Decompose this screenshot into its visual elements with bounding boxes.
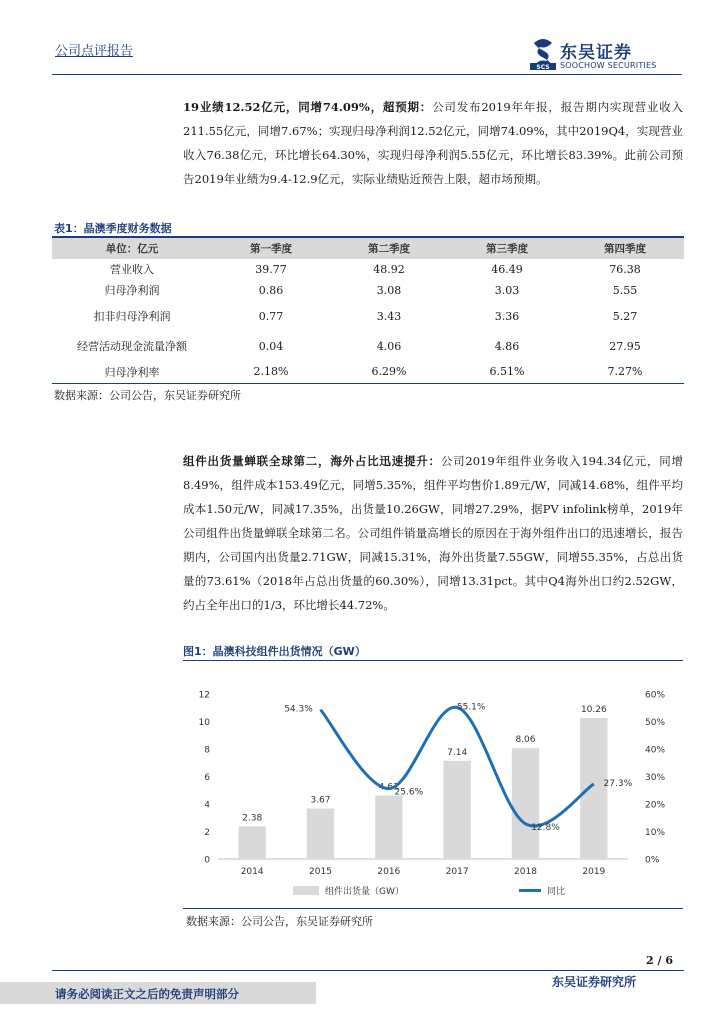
table-header-cell: 第四季度 bbox=[566, 237, 684, 259]
bar-shipment bbox=[307, 809, 334, 859]
figure-bottom-divider bbox=[183, 908, 683, 909]
y-right-tick-label: 50% bbox=[645, 718, 666, 728]
row-label: 经营活动现金流量净额 bbox=[77, 340, 187, 353]
y-right-tick-label: 60% bbox=[645, 690, 666, 701]
table-cell: 7.27% bbox=[566, 361, 684, 383]
table-header-cell: 第二季度 bbox=[330, 237, 448, 259]
line-data-label: 27.3% bbox=[603, 778, 633, 789]
bar-shipment bbox=[239, 826, 266, 859]
x-tick-label: 2016 bbox=[377, 867, 401, 877]
bar-shipment bbox=[444, 761, 471, 859]
paragraph-earnings bbox=[183, 95, 683, 191]
figure-title: 图1：晶澳科技组件出货情况（GW） bbox=[183, 645, 366, 658]
y-left-tick-label: 0 bbox=[204, 855, 210, 866]
y-left-tick-label: 8 bbox=[204, 745, 210, 756]
legend-bar-swatch bbox=[293, 886, 319, 895]
table-title: 表1：晶澳季度财务数据 bbox=[54, 222, 172, 235]
x-tick-label: 2014 bbox=[240, 867, 264, 877]
figure-divider bbox=[183, 660, 683, 661]
line-data-label: 25.6% bbox=[394, 787, 424, 798]
table-cell: 2.18% bbox=[212, 361, 330, 383]
table-cell: 0.86 bbox=[258, 283, 284, 297]
logo-chinese: 东吴证券 bbox=[560, 43, 632, 63]
paragraph-shipments-lead: 组件出货量蝉联全球第二，海外占比迅速提升： bbox=[183, 454, 441, 468]
table-row bbox=[52, 259, 684, 279]
table-cell: 48.92 bbox=[373, 262, 405, 276]
paragraph-shipments-body: 公司2019年组件业务收入194.34亿元，同增8.49%，组件成本153.49亿元，同增5.35%，组件平均售价1.89元/W，同减14.68%，组件平均成本1.50元/W，同减17.35%，出货量10.26GW，同增27.29%，据PV infolink榜单，2019年公司组件出货量蝉联全球第二名。公司组件销量高增长的原因在于海外组件出口的迅速增长，报告期内，公司国内出货量2.71GW，同减15.31%，海外出货量7.55GW，同增55.35%，占总出货量的73.61%（2018年占总出货量的60.30%），同增13.31pct。其中Q4海外出口约2.52GW，约占全年出口的1/3，环比增长44.72%。 bbox=[183, 454, 683, 612]
y-left-tick-label: 12 bbox=[198, 690, 210, 701]
legend-line-label: 同比 bbox=[547, 887, 566, 897]
quarterly-financial-table bbox=[52, 236, 684, 384]
table-row bbox=[52, 361, 684, 383]
paragraph-earnings-lead: 19业绩12.52亿元，同增74.09%，超预期： bbox=[183, 100, 433, 114]
table-cell: 4.86 bbox=[494, 339, 520, 353]
table-cell: 5.55 bbox=[612, 283, 638, 297]
paragraph-earnings-body: 公司发布2019年年报，报告期内实现营业收入211.55亿元，同增7.67%；实现归母净利润12.52亿元，同增74.09%，其中2019Q4，实现营业收入76.38亿元，环比增长64.30%，实现归母净利润5.55亿元，环比增长83.39%。此前公司预告2019年业绩为9.4-12.9亿元，实际业绩贴近预告上限，超市场预期。 bbox=[183, 100, 683, 186]
header-divider bbox=[52, 74, 682, 75]
table-header-cell: 单位：亿元 bbox=[52, 237, 212, 259]
table-source: 数据来源：公司公告，东吴证券研究所 bbox=[54, 389, 241, 402]
table-row bbox=[52, 301, 684, 331]
footer-disclaimer: 请务必阅读正文之后的免责声明部分 bbox=[55, 987, 239, 1001]
x-tick-label: 2018 bbox=[514, 867, 537, 877]
y-left-tick-label: 2 bbox=[204, 828, 210, 838]
line-data-label: 55.1% bbox=[456, 702, 486, 713]
legend-bar-label: 组件出货量（GW） bbox=[325, 887, 404, 897]
footer-institute: 东吴证券研究所 bbox=[552, 975, 637, 989]
table-cell: 3.08 bbox=[376, 283, 402, 297]
table-header-cell: 第三季度 bbox=[448, 237, 566, 259]
table-cell: 0.77 bbox=[258, 309, 284, 323]
row-label: 归母净利率 bbox=[52, 361, 212, 383]
row-label: 营业收入 bbox=[110, 263, 154, 276]
y-right-tick-label: 20% bbox=[645, 800, 666, 811]
figure-source: 数据来源：公司公告，东吴证券研究所 bbox=[186, 915, 373, 928]
table-cell: 3.03 bbox=[494, 283, 520, 297]
bar-data-label: 4.61 bbox=[378, 782, 399, 793]
logo-mark-text: SCS bbox=[536, 64, 550, 71]
table-cell: 5.27 bbox=[612, 309, 638, 323]
table-cell: 39.77 bbox=[255, 262, 287, 276]
soochow-logo bbox=[528, 37, 678, 75]
line-data-label: 54.3% bbox=[284, 704, 313, 715]
report-type-title: 公司点评报告 bbox=[55, 44, 134, 59]
x-tick-label: 2017 bbox=[445, 867, 469, 877]
table-cell: 3.43 bbox=[376, 309, 402, 323]
logo-english: SOOCHOW SECURITIES bbox=[560, 61, 657, 70]
x-tick-label: 2019 bbox=[582, 867, 606, 877]
table-cell: 46.49 bbox=[491, 262, 523, 276]
row-label: 归母净利润 bbox=[104, 284, 160, 297]
table-cell: 76.38 bbox=[609, 262, 641, 276]
footer-divider bbox=[52, 970, 684, 971]
shipment-chart bbox=[183, 680, 683, 910]
table-header-cell: 第一季度 bbox=[212, 237, 330, 259]
bar-data-label: 7.14 bbox=[447, 747, 468, 758]
page-number: 2 / 6 bbox=[646, 954, 673, 967]
bar-data-label: 10.26 bbox=[580, 704, 607, 715]
table-row bbox=[52, 331, 684, 361]
table-header-row bbox=[52, 237, 684, 259]
table-row bbox=[52, 279, 684, 301]
y-right-tick-label: 40% bbox=[645, 745, 666, 756]
bar-data-label: 8.06 bbox=[515, 735, 536, 746]
table-cell: 4.06 bbox=[376, 339, 402, 353]
bar-shipment bbox=[512, 748, 539, 859]
paragraph-shipments bbox=[183, 449, 683, 617]
y-right-tick-label: 30% bbox=[645, 773, 666, 783]
bar-data-label: 2.38 bbox=[242, 813, 263, 824]
table-cell: 27.95 bbox=[609, 339, 641, 353]
logo-mark-icon bbox=[528, 37, 558, 71]
y-left-tick-label: 10 bbox=[198, 718, 210, 728]
y-right-tick-label: 10% bbox=[645, 828, 666, 838]
y-left-tick-label: 4 bbox=[204, 800, 210, 811]
y-left-tick-label: 6 bbox=[204, 773, 210, 783]
table-cell: 6.51% bbox=[448, 361, 566, 383]
x-tick-label: 2015 bbox=[309, 867, 332, 877]
row-label: 扣非归母净利润 bbox=[93, 310, 171, 323]
bar-data-label: 3.67 bbox=[310, 795, 331, 806]
y-right-tick-label: 0% bbox=[645, 855, 660, 866]
table-cell: 6.29% bbox=[330, 361, 448, 383]
bar-shipment bbox=[375, 796, 402, 859]
line-data-label: 12.8% bbox=[531, 822, 560, 833]
table-cell: 0.04 bbox=[258, 339, 284, 353]
table-cell: 3.36 bbox=[494, 309, 520, 323]
